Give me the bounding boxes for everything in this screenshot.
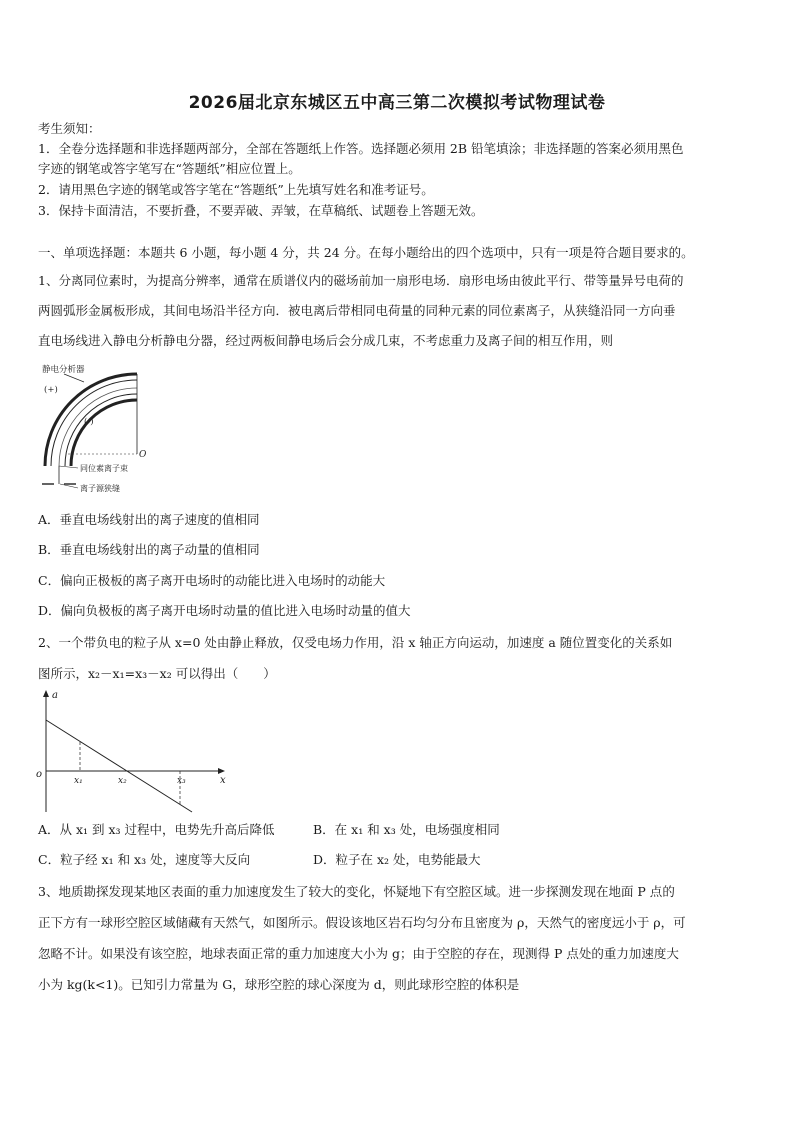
- section-heading: 一、单项选择题：本题共 6 小题，每小题 4 分，共 24 分。在每小题给出的四个选项中，只有一项是符合题目要求的。: [38, 245, 694, 260]
- q1-option-c: C．偏向正极板的离子离开电场时的动能比进入电场时的动能大: [38, 573, 386, 588]
- q1-option-a: A．垂直电场线射出的离子速度的值相同: [38, 512, 260, 527]
- minus-label: (-): [84, 417, 94, 427]
- beam-label: 同位素离子束: [80, 464, 128, 473]
- axis-x-label: x: [220, 775, 226, 786]
- notice-line-3: 3．保持卡面清洁，不要折叠，不要弄破、弄皱，在草稿纸、试题卷上答题无效。: [38, 203, 484, 218]
- q1-line-1: 1、分离同位素时，为提高分辨率，通常在质谱仪内的磁场前加一扇形电场．扇形电场由彼此平行、带等量异号电荷的: [38, 273, 684, 288]
- page-title: 2026届北京东城区五中高三第二次模拟考试物理试卷: [188, 93, 606, 113]
- q2-option-c: C．粒子经 x₁ 和 x₃ 处，速度等大反向: [38, 852, 251, 867]
- q1-option-d: D．偏向负极板的离子离开电场时动量的值比进入电场时动量的值大: [38, 603, 411, 618]
- origin-label: o: [36, 769, 43, 780]
- acceleration-position-graph: [34, 688, 234, 816]
- q3-line-4: 小为 kg(k<1)。已知引力常量为 G，球形空腔的球心深度为 d，则此球形空腔的体积是: [38, 977, 520, 992]
- analyzer-label: 静电分析器: [42, 365, 85, 375]
- q2-option-b: B．在 x₁ 和 x₃ 处，电场强度相同: [313, 822, 500, 837]
- q2-line-2: 图所示，x₂－x₁=x₃－x₂ 可以得出（ ）: [38, 666, 276, 681]
- notice-line-2: 2．请用黑色字迹的钢笔或答字笔在“答题纸”上先填写姓名和准考证号。: [38, 182, 434, 197]
- slit-label: 离子源狭缝: [80, 484, 120, 493]
- q3-line-1: 3、地质勘探发现某地区表面的重力加速度发生了较大的变化，怀疑地下有空腔区域。进一步探测发现在地面 P 点的: [38, 884, 675, 899]
- q2-line-1: 2、一个带负电的粒子从 x=0 处由静止释放，仅受电场力作用，沿 x 轴正方向运动，加速度 a 随位置变化的关系如: [38, 635, 673, 650]
- x2-label: x₂: [118, 776, 127, 786]
- plus-label: (+): [44, 385, 58, 395]
- q3-line-2: 正下方有一球形空腔区域储藏有天然气，如图所示。假设该地区岩石均匀分布且密度为 ρ，天然气的密度远小于 ρ，可: [38, 915, 686, 930]
- center-o-label: O: [139, 450, 147, 460]
- q2-option-d: D．粒子在 x₂ 处，电势能最大: [313, 852, 481, 867]
- notice-line-1a: 1．全卷分选择题和非选择题两部分，全部在答题纸上作答。选择题必须用 2B 铅笔填涂；非选择题的答案必须用黑色: [38, 141, 684, 156]
- notice-heading: 考生须知：: [38, 121, 101, 136]
- notice-line-1b: 字迹的钢笔或答字笔写在“答题纸”相应位置上。: [38, 161, 301, 176]
- x1-label: x₁: [74, 776, 83, 786]
- x3-label: x₃: [177, 776, 186, 786]
- q2-option-a: A．从 x₁ 到 x₃ 过程中，电势先升高后降低: [38, 822, 275, 837]
- q1-line-2: 两圆弧形金属板形成，其间电场沿半径方向．被电离后带相同电荷量的同种元素的同位素离子，从狭缝沿同一方向垂: [38, 303, 676, 318]
- q1-line-3: 直电场线进入静电分析静电分器，经过两板间静电场后会分成几束，不考虑重力及离子间的相互作用，则: [38, 333, 614, 348]
- electrostatic-analyzer-figure: [38, 360, 168, 498]
- q1-option-b: B．垂直电场线射出的离子动量的值相同: [38, 542, 260, 557]
- q3-line-3: 忽略不计。如果没有该空腔，地球表面正常的重力加速度大小为 g；由于空腔的存在，现测得 P 点处的重力加速度大: [38, 946, 679, 961]
- axis-a-label: a: [52, 690, 58, 701]
